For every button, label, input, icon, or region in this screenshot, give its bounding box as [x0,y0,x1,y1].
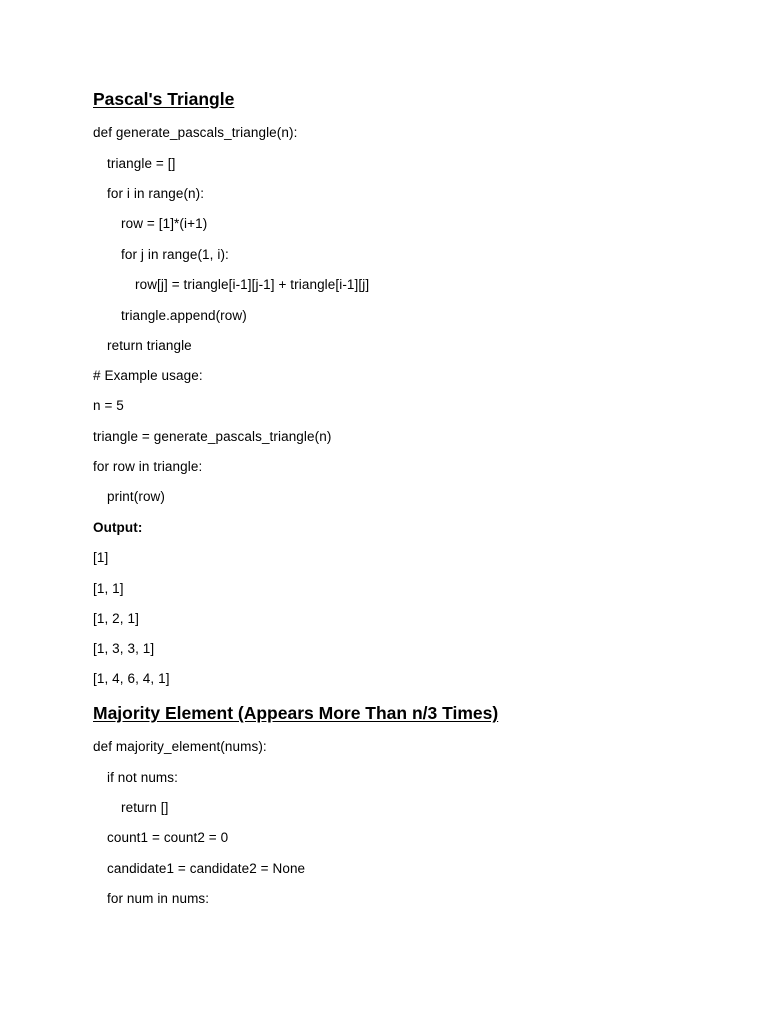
output-line: [1, 3, 3, 1] [93,641,155,656]
code-line: triangle.append(row) [121,308,247,323]
code-line: for num in nums: [107,891,210,906]
code-line: triangle = generate_pascals_triangle(n) [93,429,332,444]
output-line: [1] [93,550,109,565]
code-line: candidate1 = candidate2 = None [107,861,306,876]
output-label: Output: [93,520,143,535]
code-line: return triangle [107,338,192,353]
section-title-majority-element: Majority Element (Appears More Than n/3 Times) [93,703,499,723]
code-line: if not nums: [107,770,178,785]
output-line: [1, 1] [93,581,124,596]
output-line: [1, 4, 6, 4, 1] [93,671,170,686]
code-line: count1 = count2 = 0 [107,830,229,845]
section-title-pascals-triangle: Pascal's Triangle [93,89,235,109]
code-line: n = 5 [93,398,124,413]
code-line: for row in triangle: [93,459,203,474]
code-line: print(row) [107,489,166,504]
code-line: for i in range(n): [107,186,205,201]
code-line: row = [1]*(i+1) [121,216,208,231]
code-line: def generate_pascals_triangle(n): [93,125,298,140]
code-line: row[j] = triangle[i-1][j-1] + triangle[i-1][j] [135,277,370,292]
code-line: def majority_element(nums): [93,739,267,754]
output-line: [1, 2, 1] [93,611,139,626]
code-comment: # Example usage: [93,368,203,383]
code-line: return [] [121,800,169,815]
code-line: triangle = [] [107,156,176,171]
code-line: for j in range(1, i): [121,247,229,262]
